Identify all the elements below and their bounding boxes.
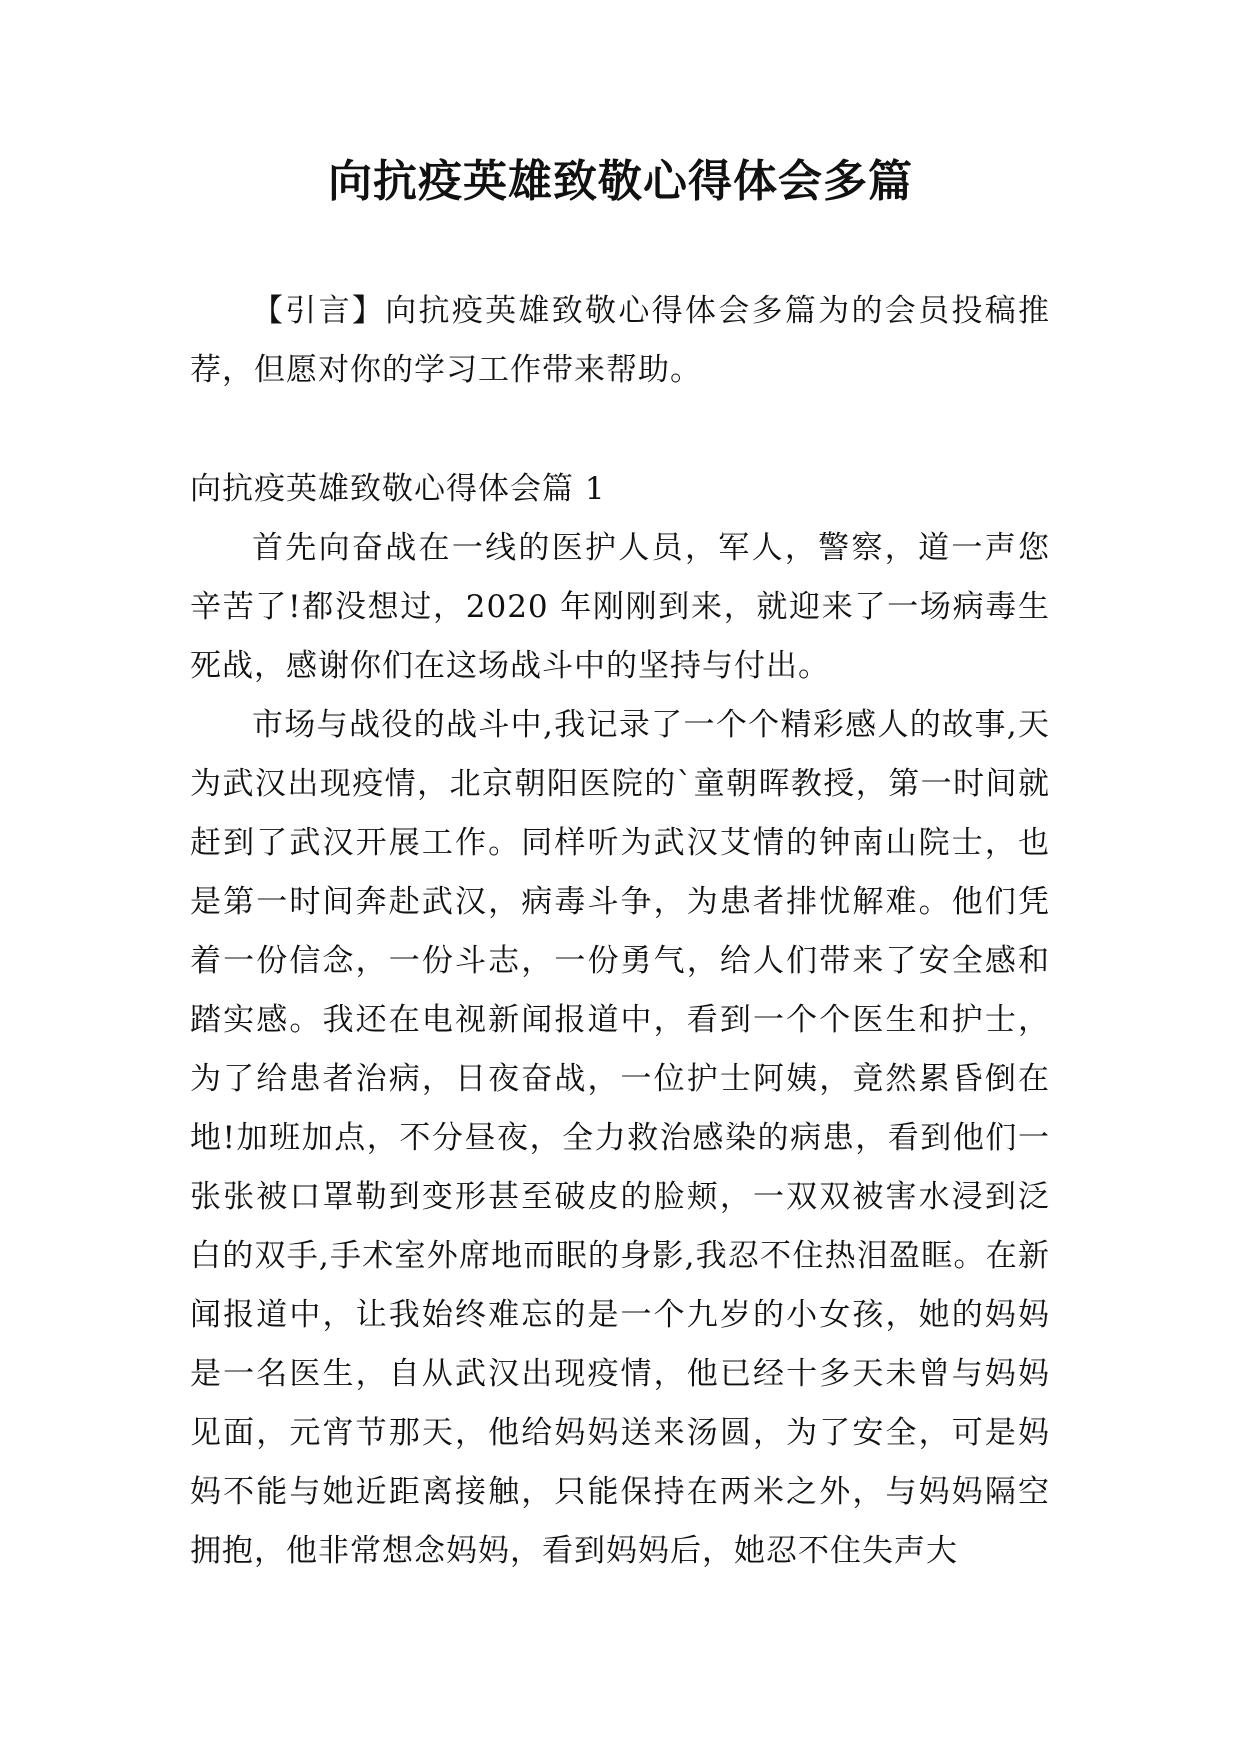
body-paragraph-2: 市场与战役的战斗中,我记录了一个个精彩感人的故事,天为武汉出现疫情，北京朝阳医院的`童朝晖教授，第一时间就赶到了武汉开展工作。同样听为武汉艾情的钟南山院士，也是第一时间奔赴武汉，病毒斗争，为患者排忧解难。他们凭着一份信念，一份斗志，一份勇气，给人们带来了安全感和踏实感。我还在电视新闻报道中，看到一个个医生和护士，为了给患者治病，日夜奋战，一位护士阿姨，竟然累昏倒在地!加班加点，不分昼夜，全力救治感染的病患，看到他们一张张被口罩勒到变形甚至破皮的脸颊，一双双被害水浸到泛白的双手,手术室外席地而眠的身影,我忍不住热泪盈眶。在新闻报道中，让我始终难忘的是一个九岁的小女孩，她的妈妈是一名医生，自从武汉出现疫情，他已经十多天未曾与妈妈见面，元宵节那天，他给妈妈送来汤圆，为了安全，可是妈妈不能与她近距离接触，只能保持在两米之外，与妈妈隔空拥抱，他非常想念妈妈，看到妈妈后，她忍不住失声大 <box>190 707 1050 1569</box>
section-heading: 向抗疫英雄致敬心得体会篇 1 <box>190 471 606 507</box>
intro-paragraph: 【引言】向抗疫英雄致敬心得体会多篇为的会员投稿推荐，但愿对你的学习工作带来帮助。 <box>190 293 1050 388</box>
body-paragraph-1: 首先向奋战在一线的医护人员，军人，警察，道一声您辛苦了!都没想过，2020 年刚刚到来，就迎来了一场病毒生死战，感谢你们在这场战斗中的坚持与付出。 <box>190 530 1050 684</box>
document-title: 向抗疫英雄致敬心得体会多篇 <box>328 156 913 207</box>
